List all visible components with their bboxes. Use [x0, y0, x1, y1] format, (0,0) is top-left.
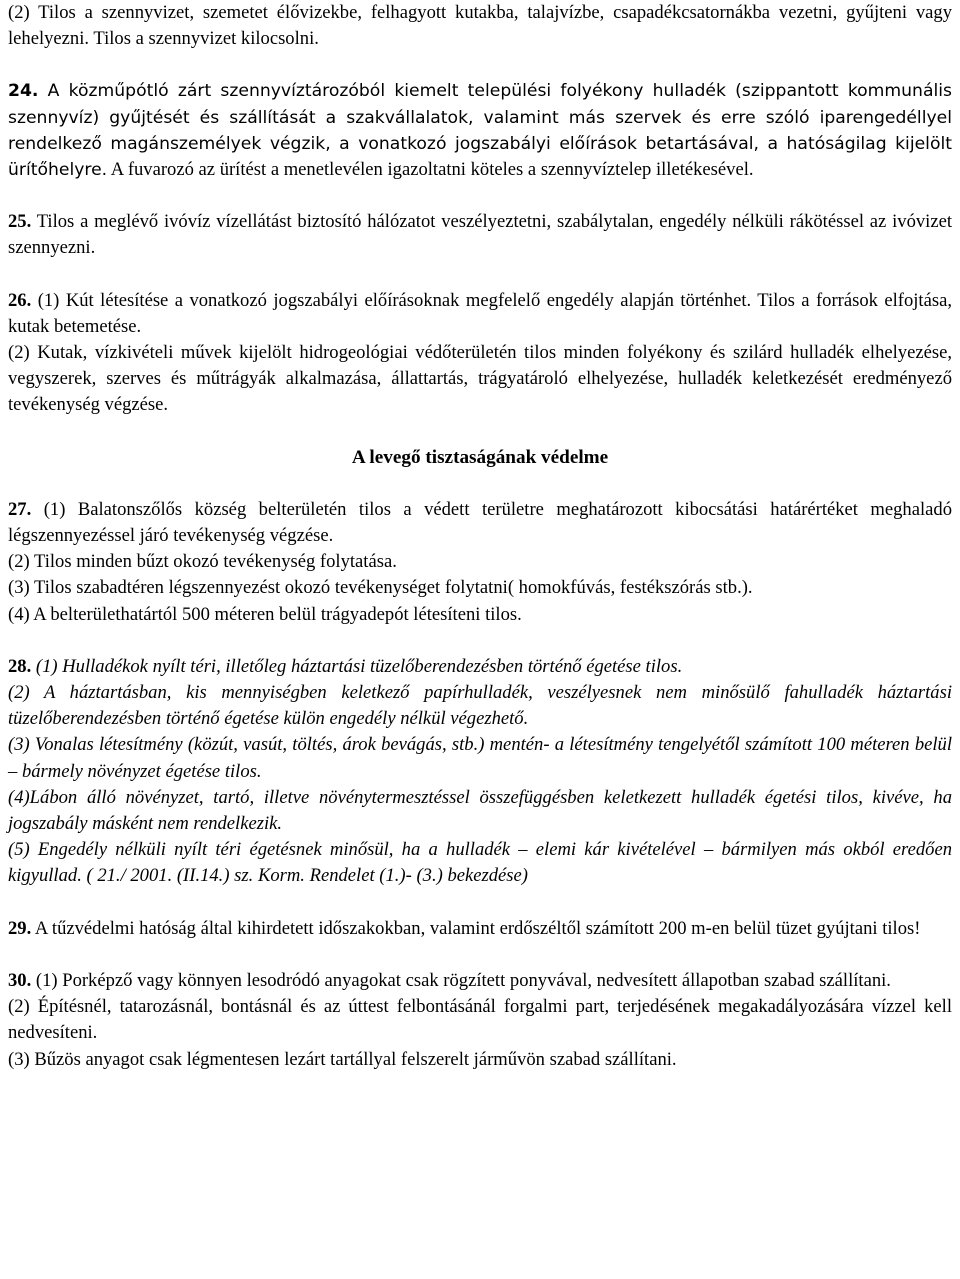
- section-30-3: (3) Bűzös anyagot csak légmentesen lezárt tartállyal felszerelt járművön szabad szállítani.: [8, 1048, 677, 1070]
- section-24-text: A közműpótló zárt szennyvíztározóból kiemelt települési folyékony hulladék (szippantott kommunális szennyvíz) gyűjtését és szállítását a szakvállalatok, valamint más szervek és erre szóló iparengedéllyel rendelkező magánszemélyek végzik, a vonatkozó jogszabályi előírások betartásával, a hatóságilag kijelölt ürítőhelyre.: [8, 81, 952, 181]
- section-number: 28.: [8, 655, 32, 677]
- section-number: 29.: [8, 917, 32, 939]
- section-number: 26.: [8, 289, 32, 311]
- section-28-1: [8, 654, 952, 680]
- section-number: 27.: [8, 498, 32, 520]
- section-30-1-text: (1) Porképző vagy könnyen lesodródó anyagokat csak rögzített ponyvával, nedvesített állapotban szabad szállítani.: [31, 969, 891, 991]
- section-30-1: [8, 968, 952, 994]
- spacer: [8, 890, 952, 916]
- section-28-5: (5) Engedély nélküli nyílt téri égetésnek minősül, ha a hulladék – elemi kár kivételével – bármilyen más okból eredően kigyullad. ( 21./ 2001. (II.14.) sz. Korm. Rendelet (1.)- (3.) bekezdése): [8, 839, 952, 887]
- section-number: 24.: [8, 81, 39, 102]
- spacer: [8, 628, 952, 654]
- section-27-1-text: (1) Balatonszőlős község belterületén tilos a védett területre meghatározott kibocsátási határértéket meghaladó légszennyezéssel járó tevékenység végzése.: [8, 498, 952, 547]
- section-28-2: (2) A háztartásban, kis mennyiségben keletkező papírhulladék, veszélyesnek nem minősülő fahulladék háztartási tüzelőberendezésben történő égetése külön engedély nélkül végezhető.: [8, 682, 952, 730]
- paragraph-23-2: (2) Tilos a szennyvizet, szemetet élővizekbe, felhagyott kutakba, talajvízbe, csapadékcsatornákba vezetni, gyűjteni vagy lehelyezni. Tilos a szennyvizet kilocsolni.: [8, 2, 952, 50]
- spacer: [8, 52, 952, 78]
- spacer: [8, 942, 952, 968]
- section-number: 30.: [8, 969, 32, 991]
- section-28-4: (4)Lábon álló növényzet, tartó, illetve növénytermesztéssel összefüggésben keletkezett hulladék égetési tilos, kivéve, ha jogszabály másként nem rendelkezik.: [8, 786, 952, 835]
- section-25-text: Tilos a meglévő ivóvíz vízellátást biztosító hálózatot veszélyeztetni, szabálytalan, engedély nélküli rákötéssel az ivóvizet szennyezni.: [8, 211, 952, 259]
- spacer: [8, 183, 952, 209]
- section-24: [8, 78, 952, 183]
- spacer: [8, 262, 952, 288]
- spacer: [8, 419, 952, 445]
- section-27-4: (4) A belterülethatártól 500 méteren belül trágyadepót létesíteni tilos.: [8, 603, 522, 625]
- section-27-1: [8, 497, 952, 549]
- document-page: [8, 0, 952, 1073]
- section-28-1-text: (1) Hulladékok nyílt téri, illetőleg háztartási tüzelőberendezésben történő égetése tilos.: [31, 655, 683, 677]
- section-25: [8, 209, 952, 261]
- section-heading: A levegő tisztaságának védelme: [351, 446, 609, 468]
- section-27-2: (2) Tilos minden bűzt okozó tevékenység folytatása.: [8, 551, 397, 573]
- section-26-1: [8, 288, 952, 340]
- section-number: 25.: [8, 211, 32, 233]
- section-30-2: (2) Építésnél, tatarozásnál, bontásnál és az úttest felbontásánál forgalmi part, terjedésének megakadályozására vízzel kell nedvesíteni.: [8, 996, 952, 1044]
- section-24-text-2: A fuvarozó az ürítést a menetlevélen igazoltatni köteles a szennyvíztelep illetékesével.: [107, 159, 754, 181]
- section-27-3: (3) Tilos szabadtéren légszennyezést okozó tevékenységet folytatni( homokfúvás, festékszórás stb.).: [8, 577, 753, 599]
- section-26-1-text: (1) Kút létesítése a vonatkozó jogszabályi előírásoknak megfelelő engedély alapján történhet. Tilos a források elfojtása, kutak betemetése.: [8, 289, 952, 337]
- section-29: [8, 916, 952, 942]
- section-28-3: (3) Vonalas létesítmény (közút, vasút, töltés, árok bevágás, stb.) mentén- a létesítmény tengelyétől számított 100 méteren belül – bármely növényzet égetése tilos.: [8, 734, 952, 782]
- spacer: [8, 471, 952, 497]
- section-29-text: A tűzvédelmi hatóság által kihirdetett időszakokban, valamint erdőszéltől számított 200 m-en belül tüzet gyújtani tilos!: [31, 917, 921, 939]
- section-26-2: (2) Kutak, vízkivételi művek kijelölt hidrogeológiai védőterületén tilos minden folyékony és szilárd hulladék elhelyezése, vegyszerek, szerves és műtrágyák alkalmazása, állattartás, trágyatároló elhelyezése, hulladék keletkezését eredményező tevékenység végzése.: [8, 342, 952, 416]
